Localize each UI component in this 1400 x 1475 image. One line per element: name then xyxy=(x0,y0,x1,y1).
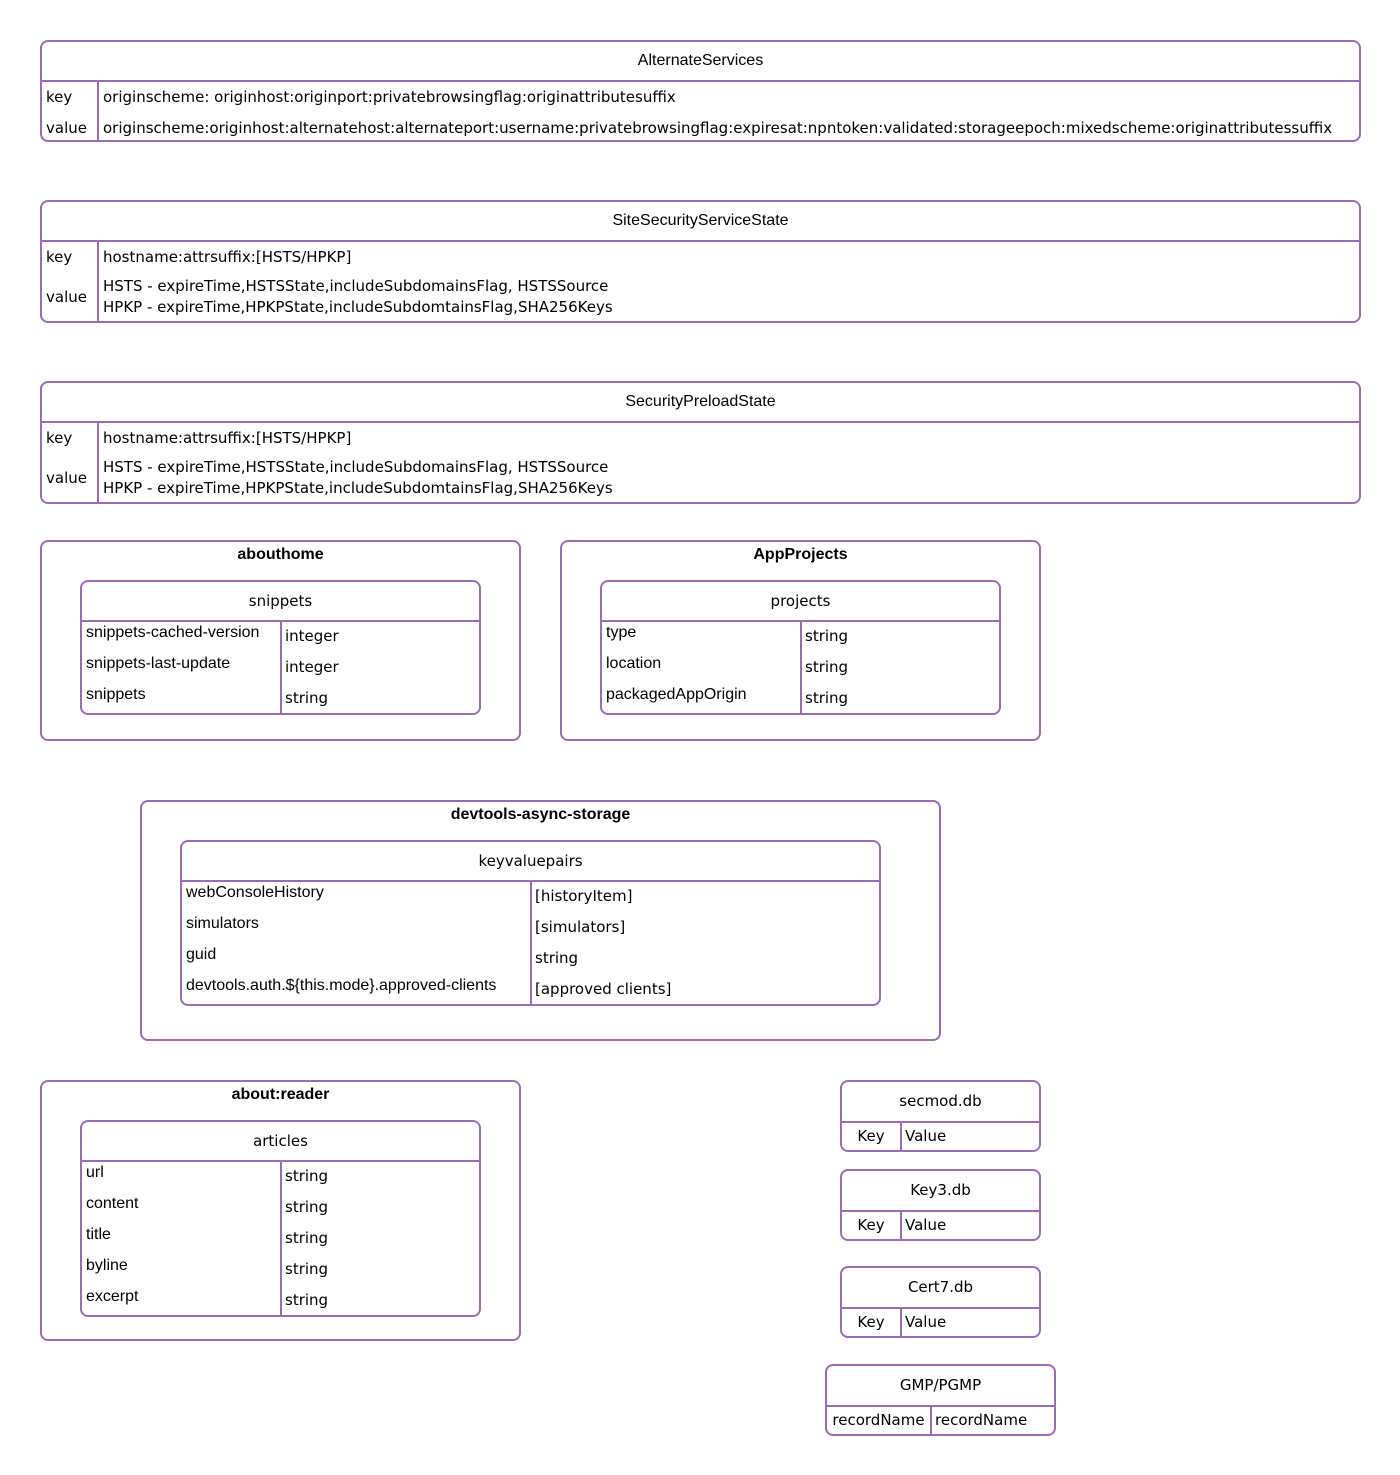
field-type: string xyxy=(535,949,579,967)
column-key: Key xyxy=(857,1313,885,1331)
group-title: abouthome xyxy=(237,546,324,563)
field-name: packagedAppOrigin xyxy=(606,686,747,703)
table-title: SiteSecurityServiceState xyxy=(42,202,1359,242)
field-type: string xyxy=(285,1229,329,1247)
table-title: AlternateServices xyxy=(42,42,1359,82)
field-name: snippets-cached-version xyxy=(86,624,260,641)
row-value-line2: HPKP - expireTime,HPKPState,includeSubdomtainsFlag,SHA256Keys xyxy=(103,479,613,497)
database-group xyxy=(40,1080,521,1341)
db-table xyxy=(825,1364,1056,1436)
row-value: originscheme: originhost:originport:privatebrowsingflag:originattributesuffix xyxy=(103,88,676,106)
row-value: HSTS - expireTime,HSTSState,includeSubdomainsFlag, HSTSSource xyxy=(103,458,609,476)
column-divider xyxy=(530,880,532,1004)
object-store-table xyxy=(80,1120,481,1317)
column-divider xyxy=(900,1307,902,1336)
row-label: key xyxy=(46,429,73,447)
field-type: string xyxy=(285,689,329,707)
database-group xyxy=(560,540,1041,741)
field-name: snippets xyxy=(86,686,146,703)
group-title: about:reader xyxy=(231,1086,330,1103)
table-title: secmod.db xyxy=(842,1082,1039,1123)
field-type: [approved clients] xyxy=(535,980,672,998)
field-name: type xyxy=(606,624,637,641)
field-type: integer xyxy=(285,658,339,676)
field-type: string xyxy=(285,1260,329,1278)
row-value: originscheme:originhost:alternatehost:alternateport:username:privatebrowsingflag:expiresat:npntoken:validated:storageepoch:mixedscheme:originattributessuffix xyxy=(103,119,1333,137)
field-name: devtools.auth.${this.mode}.approved-clients xyxy=(186,977,497,994)
field-name: excerpt xyxy=(86,1288,139,1305)
column-value: Value xyxy=(905,1313,947,1331)
row-label: value xyxy=(46,469,87,487)
column-divider xyxy=(280,1160,282,1315)
field-type: [simulators] xyxy=(535,918,626,936)
field-type: string xyxy=(285,1198,329,1216)
table-title: keyvaluepairs xyxy=(182,842,879,882)
row-label: value xyxy=(46,119,87,137)
table-title: SecurityPreloadState xyxy=(42,383,1359,423)
column-divider xyxy=(900,1121,902,1150)
column-divider xyxy=(97,240,99,321)
database-group xyxy=(40,540,521,741)
field-type: string xyxy=(285,1291,329,1309)
row-value-line2: HPKP - expireTime,HPKPState,includeSubdomtainsFlag,SHA256Keys xyxy=(103,298,613,316)
field-name: webConsoleHistory xyxy=(186,884,324,901)
column-key: recordName xyxy=(832,1411,925,1429)
field-name: byline xyxy=(86,1257,128,1274)
row-label: key xyxy=(46,248,73,266)
kv-table xyxy=(40,200,1361,323)
kv-table xyxy=(40,381,1361,504)
column-divider xyxy=(97,421,99,502)
column-divider xyxy=(280,620,282,713)
field-type: integer xyxy=(285,627,339,645)
group-title: devtools-async-storage xyxy=(450,806,631,823)
field-name: guid xyxy=(186,946,217,963)
table-title: Cert7.db xyxy=(842,1268,1039,1309)
table-title: projects xyxy=(602,582,999,622)
column-value: Value xyxy=(905,1127,947,1145)
row-value: hostname:attrsuffix:[HSTS/HPKP] xyxy=(103,429,352,447)
row-value: hostname:attrsuffix:[HSTS/HPKP] xyxy=(103,248,352,266)
field-type: string xyxy=(805,689,849,707)
column-value: recordName xyxy=(935,1411,1028,1429)
field-name: location xyxy=(606,655,662,672)
db-table xyxy=(840,1169,1041,1241)
table-title: snippets xyxy=(82,582,479,622)
kv-table xyxy=(40,40,1361,142)
column-divider xyxy=(930,1405,932,1434)
field-name: url xyxy=(86,1164,104,1181)
table-title: articles xyxy=(82,1122,479,1162)
object-store-table xyxy=(180,840,881,1006)
column-value: Value xyxy=(905,1216,947,1234)
field-name: snippets-last-update xyxy=(86,655,231,672)
row-label: key xyxy=(46,88,73,106)
db-table xyxy=(840,1266,1041,1338)
object-store-table xyxy=(600,580,1001,715)
field-name: content xyxy=(86,1195,139,1212)
group-title: AppProjects xyxy=(753,546,848,563)
field-name: title xyxy=(86,1226,111,1243)
column-key: Key xyxy=(857,1216,885,1234)
field-type: string xyxy=(805,627,849,645)
object-store-table xyxy=(80,580,481,715)
table-title: GMP/PGMP xyxy=(827,1366,1054,1407)
column-key: Key xyxy=(857,1127,885,1145)
column-divider xyxy=(800,620,802,713)
row-label: value xyxy=(46,288,87,306)
field-name: simulators xyxy=(186,915,259,932)
field-type: string xyxy=(805,658,849,676)
database-group xyxy=(140,800,941,1041)
db-table xyxy=(840,1080,1041,1152)
table-title: Key3.db xyxy=(842,1171,1039,1212)
field-type: string xyxy=(285,1167,329,1185)
row-value: HSTS - expireTime,HSTSState,includeSubdomainsFlag, HSTSSource xyxy=(103,277,609,295)
column-divider xyxy=(97,80,99,140)
field-type: [historyItem] xyxy=(535,887,633,905)
column-divider xyxy=(900,1210,902,1239)
